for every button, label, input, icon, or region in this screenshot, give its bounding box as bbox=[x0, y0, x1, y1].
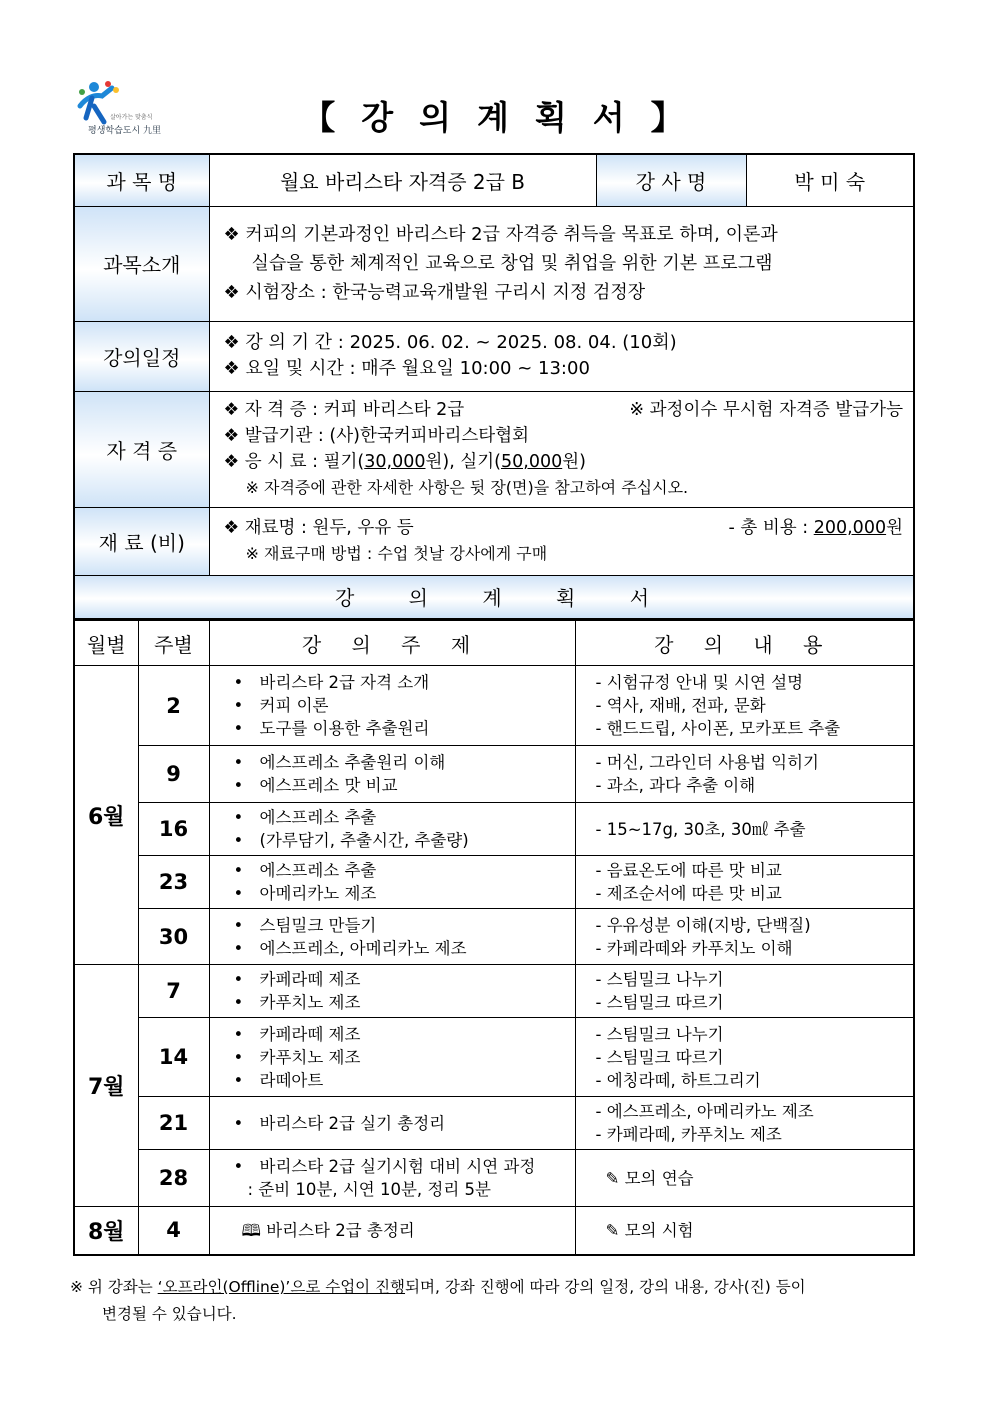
cost-text: - 총 비용 : bbox=[728, 518, 814, 538]
topic-item: • 에스프레소, 아메리카노 제조 bbox=[234, 937, 569, 960]
content-cell bbox=[575, 666, 914, 746]
content-cell bbox=[575, 856, 914, 909]
certificate-note: ※ 과정이수 무시험 자격증 발급가능 bbox=[629, 400, 903, 420]
materials-row bbox=[74, 507, 914, 575]
content-cell bbox=[575, 746, 914, 803]
topic-cell bbox=[209, 856, 575, 909]
materials-name: ❖ 재료명 : 원두, 우유 등 bbox=[223, 518, 414, 538]
week-number: 4 bbox=[138, 1207, 209, 1255]
topic-item: • 도구를 이용한 추출원리 bbox=[234, 717, 569, 740]
content-item: - 스팀밀크 따르기 bbox=[595, 993, 724, 1012]
subject-row bbox=[74, 154, 914, 206]
topic-item: • 에스프레소 맛 비교 bbox=[234, 774, 569, 797]
materials-line bbox=[224, 515, 904, 541]
fee-text: 원) bbox=[562, 452, 586, 472]
lecture-schedule-table bbox=[73, 619, 915, 1256]
cost-text: 원 bbox=[886, 518, 903, 538]
schedule-header-row bbox=[74, 620, 914, 666]
exam-location: ❖ 시험장소 : 한국능력교육개발원 구리시 지정 검정장 bbox=[223, 282, 646, 303]
topic-item: • 커피 이론 bbox=[234, 694, 569, 717]
intro-line: 실습을 통한 체계적인 교육으로 창업 및 취업을 위한 기본 프로그램 bbox=[251, 253, 773, 274]
subject-label: 과 목 명 bbox=[74, 154, 209, 206]
topic-item: • 카푸치노 제조 bbox=[234, 1046, 569, 1069]
table-row bbox=[74, 856, 914, 909]
header-month: 월별 bbox=[74, 620, 138, 666]
content-item: - 에스프레소, 아메리카노 제조 bbox=[595, 1102, 814, 1121]
topic-cell bbox=[209, 1097, 575, 1150]
topic-item: • (가루담기, 추출시간, 추출량) bbox=[234, 829, 569, 852]
footnote-line bbox=[70, 1274, 920, 1301]
topic-item: • 에스프레소 추출 bbox=[234, 806, 569, 829]
content-cell bbox=[575, 909, 914, 965]
content-item: - 음료온도에 따른 맛 비교 bbox=[595, 861, 782, 880]
week-number: 28 bbox=[138, 1150, 209, 1207]
materials-purchase: ※ 재료구매 방법 : 수업 첫날 강사에게 구매 bbox=[245, 544, 548, 563]
course-period: ❖ 강 의 기 간 : 2025. 06. 02. ~ 2025. 08. 04. (10회) bbox=[223, 332, 677, 353]
content-item: - 에칭라떼, 하트그리기 bbox=[595, 1070, 761, 1090]
month-july: 7월 bbox=[74, 965, 138, 1207]
content-item: - 15~17g, 30초, 30㎖ 추출 bbox=[595, 819, 806, 839]
issuing-org: ❖ 발급기관 : (사)한국커피바리스타협회 bbox=[223, 426, 530, 446]
content-item: - 스팀밀크 나누기 bbox=[595, 1024, 724, 1044]
content-item: - 제조순서에 따른 맛 비교 bbox=[595, 884, 782, 903]
fee-text: 원), 실기( bbox=[425, 452, 501, 472]
certificate-name: ❖ 자 격 증 : 커피 바리스타 2급 bbox=[223, 400, 465, 420]
content-item: - 카페라떼와 카푸치노 이해 bbox=[595, 938, 793, 958]
table-row bbox=[74, 666, 914, 746]
content-item: ✎ 모의 연습 bbox=[605, 1168, 694, 1188]
topic-item: • 바리스타 2급 자격 소개 bbox=[234, 671, 569, 694]
content-item: - 카페라떼, 카푸치노 제조 bbox=[595, 1125, 782, 1144]
page-title: 【강의계획서】 bbox=[302, 98, 710, 137]
logo-tagline: 살아가는 맞춤식 bbox=[110, 114, 153, 121]
topic-cell bbox=[209, 1018, 575, 1097]
topic-item: 🕮 바리스타 2급 총정리 bbox=[241, 1220, 415, 1240]
table-row bbox=[74, 965, 914, 1018]
footnote-line: 변경될 수 있습니다. bbox=[102, 1305, 237, 1323]
header-content: 강 의 내 용 bbox=[575, 620, 914, 666]
certificate-line bbox=[224, 397, 904, 423]
topic-item: • 스팀밀크 만들기 bbox=[234, 914, 569, 937]
content-cell bbox=[575, 1207, 914, 1255]
week-number: 21 bbox=[138, 1097, 209, 1150]
content-item: ✎ 모의 시험 bbox=[605, 1220, 694, 1240]
intro-content bbox=[209, 206, 914, 321]
cost-value: 200,000 bbox=[813, 518, 887, 538]
exam-fee bbox=[224, 449, 904, 475]
topic-item: • 라떼아트 bbox=[234, 1069, 569, 1092]
content-item: - 핸드드립, 사이폰, 모카포트 추출 bbox=[595, 719, 841, 738]
content-cell bbox=[575, 1018, 914, 1097]
content-cell bbox=[575, 803, 914, 856]
week-number: 7 bbox=[138, 965, 209, 1018]
topic-item: • 바리스타 2급 실기 총정리 bbox=[234, 1112, 569, 1135]
schedule-content bbox=[209, 321, 914, 391]
certificate-row bbox=[74, 391, 914, 507]
fee-text: ❖ 응 시 료 : 필기( bbox=[223, 452, 365, 472]
materials-label: 재 료 (비) bbox=[74, 507, 209, 575]
instructor-label: 강 사 명 bbox=[596, 154, 746, 206]
footnote-offline: ‘오프라인(Offline)’으로 수업이 진행 bbox=[157, 1278, 406, 1296]
plan-title-row bbox=[74, 575, 914, 619]
written-fee: 30,000 bbox=[364, 452, 426, 472]
header-topic: 강 의 주 제 bbox=[209, 620, 575, 666]
week-number: 9 bbox=[138, 746, 209, 803]
topic-item: • 에스프레소 추출 bbox=[234, 859, 569, 882]
materials-content bbox=[209, 507, 914, 575]
course-time: ❖ 요일 및 시간 : 매주 월요일 10:00 ~ 13:00 bbox=[223, 358, 590, 379]
topic-cell bbox=[209, 1207, 575, 1255]
materials-cost bbox=[729, 515, 903, 541]
schedule-info-row bbox=[74, 321, 914, 391]
topic-item: • 카푸치노 제조 bbox=[234, 991, 569, 1014]
topic-item: • 바리스타 2급 실기시험 대비 시연 과정 bbox=[234, 1155, 569, 1178]
subject-value: 월요 바리스타 자격증 2급 B bbox=[209, 154, 596, 206]
topic-item: • 카페라떼 제조 bbox=[234, 968, 569, 991]
topic-cell bbox=[209, 666, 575, 746]
topic-cell bbox=[209, 965, 575, 1018]
content-item: - 역사, 재배, 전파, 문화 bbox=[595, 696, 766, 715]
content-item: - 과소, 과다 추출 이해 bbox=[595, 776, 756, 795]
week-number: 2 bbox=[138, 666, 209, 746]
week-number: 16 bbox=[138, 803, 209, 856]
plan-title: 강 의 계 획 서 bbox=[74, 575, 914, 619]
table-row bbox=[74, 803, 914, 856]
content-item: - 스팀밀크 나누기 bbox=[595, 970, 724, 989]
content-item: - 시험규정 안내 및 시연 설명 bbox=[595, 673, 804, 692]
table-row bbox=[74, 1207, 914, 1255]
intro-row bbox=[74, 206, 914, 321]
month-june: 6월 bbox=[74, 666, 138, 965]
content-item: - 스팀밀크 따르기 bbox=[595, 1047, 724, 1067]
topic-cell bbox=[209, 803, 575, 856]
week-number: 14 bbox=[138, 1018, 209, 1097]
certificate-content bbox=[209, 391, 914, 507]
topic-item: • 에스프레소 추출원리 이해 bbox=[234, 751, 569, 774]
logo-city-name: 평생학습도시 九里 bbox=[88, 126, 162, 136]
topic-cell bbox=[209, 1150, 575, 1207]
table-row bbox=[74, 1018, 914, 1097]
content-cell bbox=[575, 1150, 914, 1207]
footnote bbox=[70, 1274, 920, 1328]
week-number: 23 bbox=[138, 856, 209, 909]
table-row bbox=[74, 1150, 914, 1207]
certificate-label: 자 격 증 bbox=[74, 391, 209, 507]
topic-item: • 카페라떼 제조 bbox=[234, 1023, 569, 1046]
table-row bbox=[74, 909, 914, 965]
intro-line: ❖ 커피의 기본과정인 바리스타 2급 자격증 취득을 목표로 하며, 이론과 bbox=[223, 224, 778, 245]
course-info-table bbox=[73, 153, 915, 620]
intro-label: 과목소개 bbox=[74, 206, 209, 321]
content-item: - 우유성분 이해(지방, 단백질) bbox=[595, 915, 811, 935]
week-number: 30 bbox=[138, 909, 209, 965]
practical-fee: 50,000 bbox=[501, 452, 563, 472]
content-cell bbox=[575, 1097, 914, 1150]
schedule-label: 강의일정 bbox=[74, 321, 209, 391]
month-august: 8월 bbox=[74, 1207, 138, 1255]
topic-cell bbox=[209, 909, 575, 965]
content-cell bbox=[575, 965, 914, 1018]
instructor-value: 박 미 숙 bbox=[746, 154, 914, 206]
table-row bbox=[74, 746, 914, 803]
topic-cell bbox=[209, 746, 575, 803]
certificate-reference: ※ 자격증에 관한 자세한 사항은 뒷 장(면)을 참고하여 주십시오. bbox=[245, 478, 689, 497]
header-week: 주별 bbox=[138, 620, 209, 666]
footnote-text: ※ 위 강좌는 bbox=[70, 1278, 158, 1296]
topic-item: • 아메리카노 제조 bbox=[234, 882, 569, 905]
table-row bbox=[74, 1097, 914, 1150]
content-item: - 머신, 그라인더 사용법 익히기 bbox=[595, 753, 819, 772]
footnote-text: 되며, 강좌 진행에 따라 강의 일정, 강의 내용, 강사(진) 등이 bbox=[405, 1278, 806, 1296]
topic-subtext: : 준비 10분, 시연 10분, 정리 5분 bbox=[247, 1180, 491, 1199]
